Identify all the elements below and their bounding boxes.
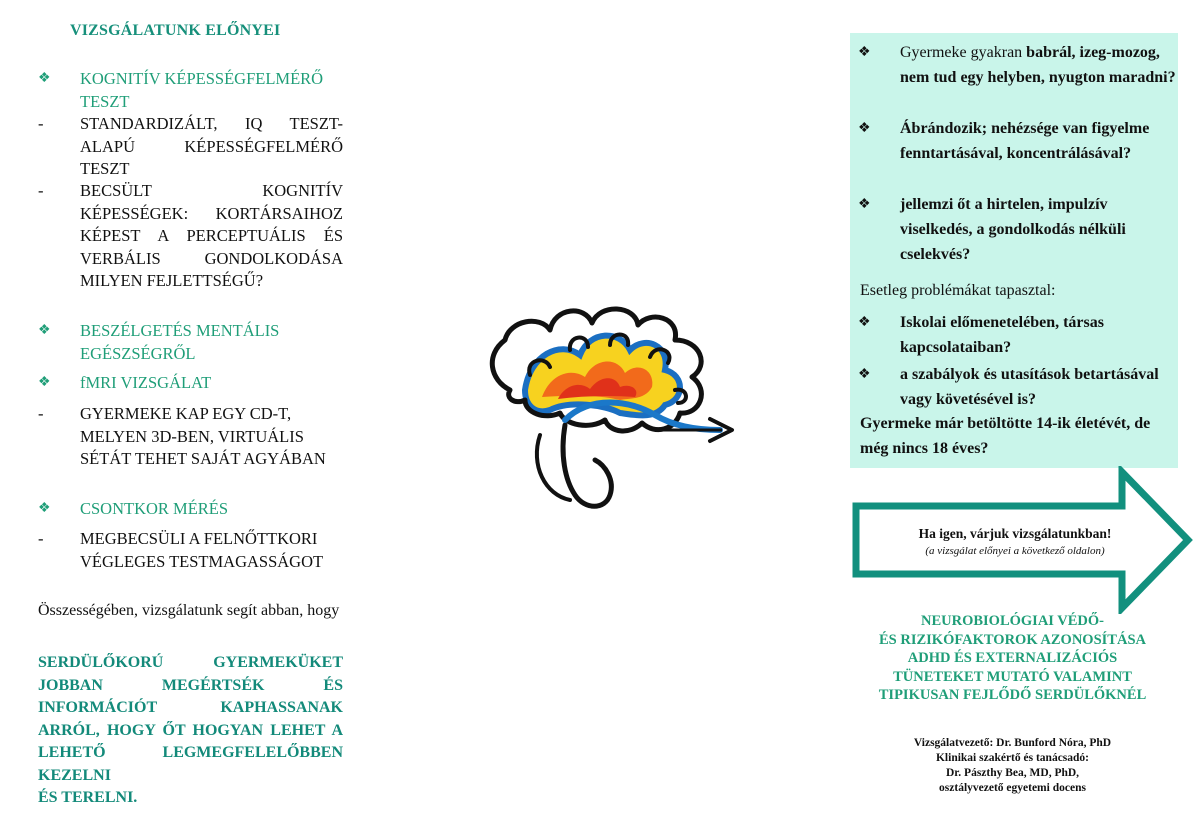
benefit-cognitive xyxy=(38,68,343,113)
credit-line: Vizsgálatvezető: Dr. Bunford Nóra, PhD xyxy=(913,737,1112,749)
problem-school-text: Iskolai előmenetelében, társas kapcsolataiban? xyxy=(900,314,1104,356)
closing-last: ÉS TERELNI. xyxy=(38,789,138,806)
question-attention-text: Ábrándozik; nehézsége van figyelme fenntartásával, koncentrálásával? xyxy=(900,120,1150,162)
arrow-sub-text: (a vizsgálat előnyei a következő oldalon) xyxy=(925,545,1105,557)
diamond-bullet-icon: ❖ xyxy=(858,197,871,212)
diamond-bullet-icon: ❖ xyxy=(858,367,871,382)
closing-statement xyxy=(38,652,343,810)
sub-item-cd-text: GYERMEKE KAP EGY CD-T, MELYEN 3D-BEN, VIRTUÁLIS SÉTÁT TEHET SAJÁT AGYÁBAN xyxy=(80,404,326,468)
arrow-callout xyxy=(860,526,1170,557)
sub-item-height-text: MEGBECSÜLI A FELNŐTTKORI VÉGLEGES TESTMAGASSÁGOT xyxy=(80,529,324,571)
sub-item-height xyxy=(38,528,343,573)
sub-item-iq-test xyxy=(38,113,343,181)
sub-item-iq-test-text: STANDARDIZÁLT, IQ TESZT-ALAPÚ KÉPESSÉGFELMÉRŐ TESZT xyxy=(80,114,343,178)
dash-bullet: - xyxy=(38,404,44,423)
dash-bullet: - xyxy=(38,181,44,200)
diamond-bullet-icon: ❖ xyxy=(858,315,871,330)
diamond-bullet-icon: ❖ xyxy=(858,121,871,136)
dash-bullet: - xyxy=(38,114,44,133)
credit-line: osztályvezető egyetemi docens xyxy=(939,782,1086,794)
diamond-bullet-icon: ❖ xyxy=(858,45,871,60)
question-fidgeting-text xyxy=(900,40,1176,90)
left-title: VIZSGÁLATUNK ELŐNYEI xyxy=(70,22,281,39)
study-title-line: TÜNETEKET MUTATÓ VALAMINT xyxy=(893,668,1132,685)
sub-item-estimated-abilities-text: BECSÜLT KOGNITÍV KÉPESSÉGEK: KORTÁRSAIHOZ KÉPEST A PERCEPTUÁLIS ÉS VERBÁLIS GONDOLKODÁSA MILYEN FEJLETTSÉGŰ? xyxy=(80,181,343,290)
problems-intro: Esetleg problémákat tapasztal: xyxy=(860,282,1056,299)
benefit-fmri-text: fMRI VIZSGÁLAT xyxy=(80,373,212,392)
sub-item-estimated-abilities xyxy=(38,180,343,293)
credit-line: Klinikai szakértő és tanácsadó: xyxy=(935,752,1089,764)
summary-text: Összességében, vizsgálatunk segít abban, hogy xyxy=(38,602,340,619)
question-impulsive-text: jellemzi őt a hirtelen, impulzív viselkedés, a gondolkodás nélküli cselekvés? xyxy=(900,196,1126,263)
benefit-cognitive-text: KOGNITÍV KÉPESSÉGFELMÉRŐ TESZT xyxy=(80,69,324,111)
diamond-bullet-icon: ❖ xyxy=(38,501,51,516)
dash-bullet: - xyxy=(38,529,44,548)
arrow-main-text: Ha igen, várjuk vizsgálatunkban! xyxy=(918,526,1112,541)
question-fidgeting xyxy=(858,40,1176,90)
diamond-bullet-icon: ❖ xyxy=(38,375,51,390)
question-fidgeting-lead: Gyermeke gyakran xyxy=(900,44,1027,61)
study-title-line: ADHD ÉS EXTERNALIZÁCIÓS xyxy=(907,650,1118,666)
diamond-bullet-icon: ❖ xyxy=(38,71,51,86)
study-title-line: NEUROBIOLÓGIAI VÉDŐ- xyxy=(920,613,1105,629)
problem-rules xyxy=(858,362,1176,412)
problem-rules-text: a szabályok és utasítások betartásával vagy követésével is? xyxy=(900,366,1159,408)
benefit-mental-health xyxy=(38,320,343,365)
diamond-bullet-icon: ❖ xyxy=(38,323,51,338)
question-fidgeting-bold: babrál, izeg-mozog, nem tud egy helyben, nyugton maradni? xyxy=(900,44,1176,86)
age-question: Gyermeke már betöltötte 14-ik életévét, de még nincs 18 éves? xyxy=(860,415,1151,457)
question-impulsive xyxy=(858,192,1176,267)
credits xyxy=(850,736,1175,796)
benefit-bone-age xyxy=(38,498,343,521)
credit-line: Dr. Pászthy Bea, MD, PhD, xyxy=(945,767,1080,779)
problem-school xyxy=(858,310,1176,360)
brain-illustration xyxy=(470,295,740,525)
study-title-line: ÉS RIZIKÓFAKTOROK AZONOSÍTÁSA xyxy=(879,631,1146,648)
question-attention xyxy=(858,116,1176,166)
benefit-mental-health-text: BESZÉLGETÉS MENTÁLIS EGÉSZSÉGRŐL xyxy=(80,321,280,363)
study-title xyxy=(850,612,1175,705)
sub-item-cd xyxy=(38,403,343,471)
benefit-fmri xyxy=(38,372,343,395)
benefit-bone-age-text: CSONTKOR MÉRÉS xyxy=(80,499,229,518)
closing-main: SERDÜLŐKORÚ GYERMEKÜKET JOBBAN MEGÉRTSÉK ÉS INFORMÁCIÓT KAPHASSANAK ARRÓL, HOGY ŐT HOGYAN LEHET A LEHETŐ LEGMEGFELELŐBBEN KEZELNI xyxy=(38,654,343,784)
study-title-line: TIPIKUSAN FEJLŐDŐ SERDÜLŐKNÉL xyxy=(878,687,1147,703)
